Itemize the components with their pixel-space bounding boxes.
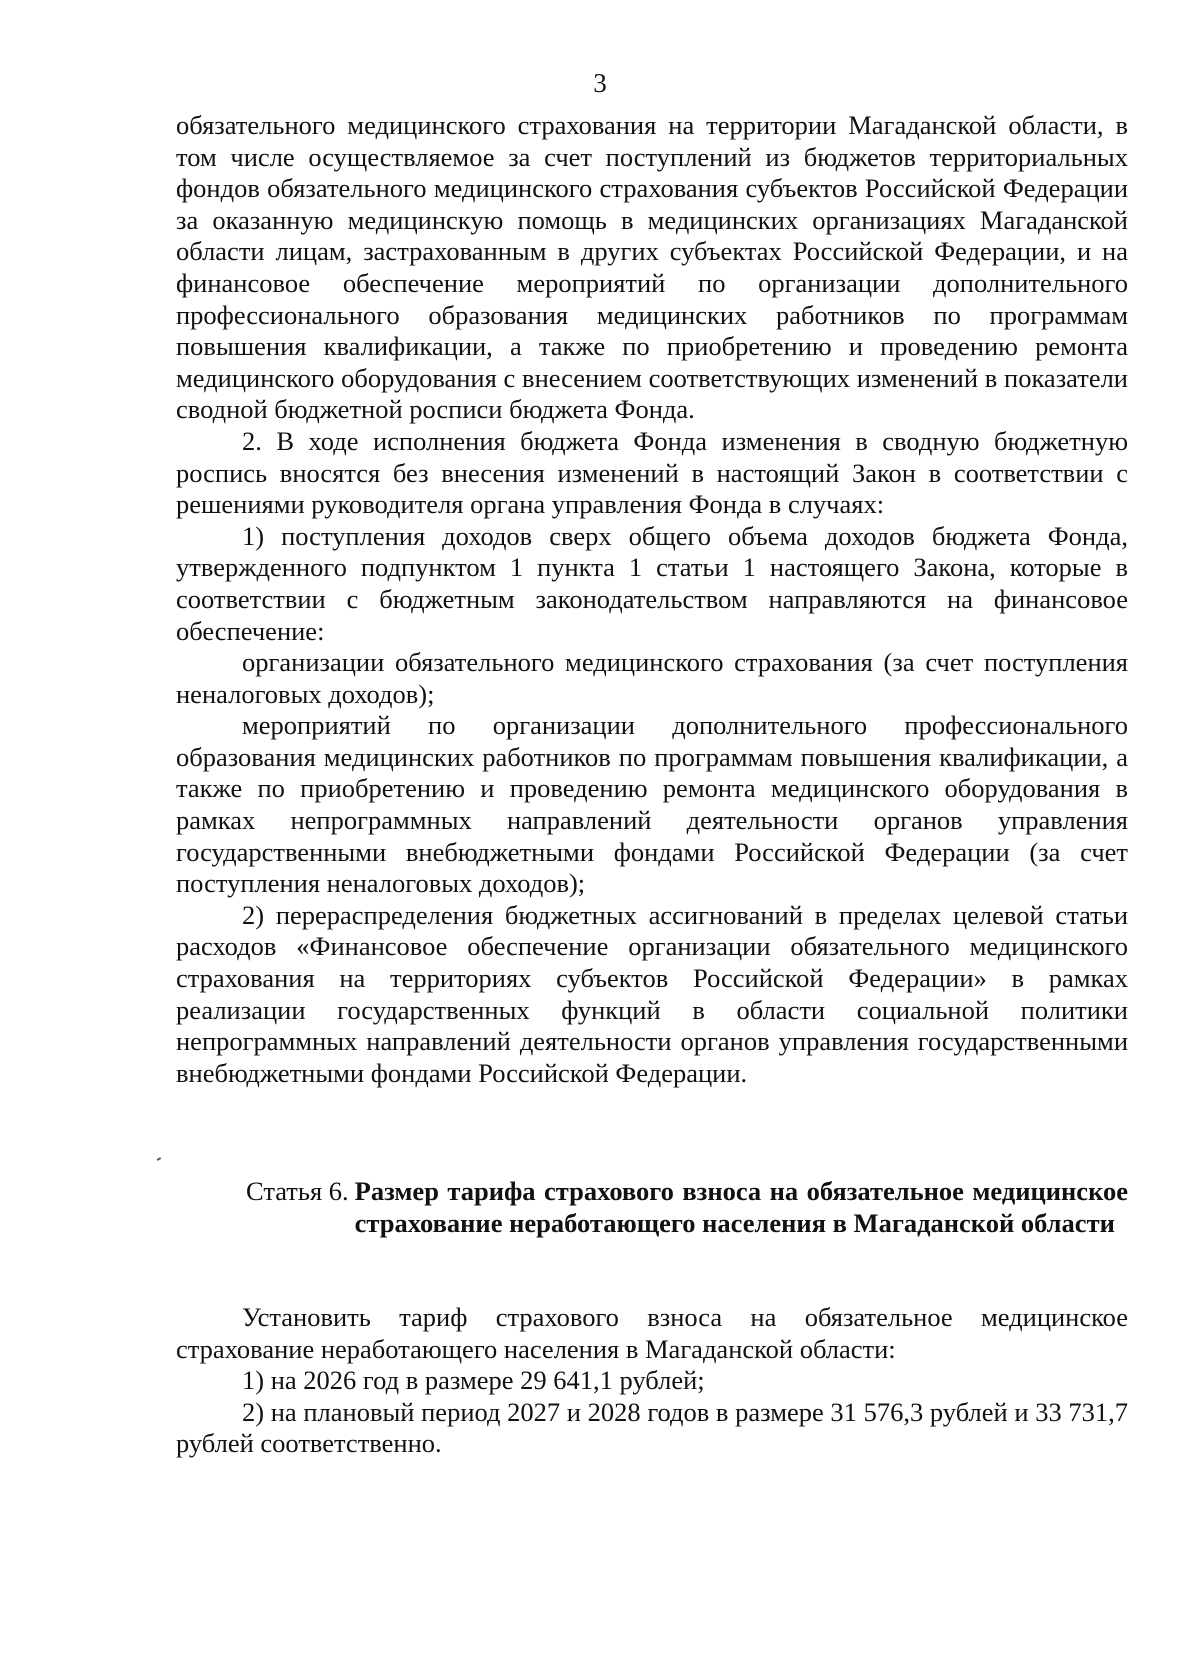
paragraph-subitem-1: 1) поступления доходов сверх общего объема доходов бюджета Фонда, утвержденного подпунктом 1 пункта 1 статьи 1 настоящего Закона, которые в соответствии с бюджетным законодательством направляются на финансовое обеспечение: [176, 520, 1128, 646]
paragraph-subitem-1-b: мероприятий по организации дополнительного профессионального образования медицинских работников по программам повышения квалификации, а также по приобретению и проведению ремонта медицинского оборудования в рамках непрограммных направлений деятельности органов управления государственными внебюджетными фондами Российской Федерации (за счет поступления неналоговых доходов); [176, 710, 1128, 899]
resolution-intro: Установить тариф страхового взноса на обязательное медицинское страхование неработающего населения в Магаданской области: [176, 1302, 1128, 1364]
article-title: Размер тарифа страхового взноса на обязательное медицинское страхование неработающего населения в Магаданской области [354, 1176, 1128, 1238]
article-6-heading [246, 1176, 1128, 1239]
paragraph-item-2: 2. В ходе исполнения бюджета Фонда изменения в сводную бюджетную роспись вносятся без внесения изменений в настоящий Закон в соответствии с решениями руководителя органа управления Фонда в случаях: [176, 425, 1128, 520]
article-5-continuation [176, 110, 1128, 1089]
paragraph-subitem-2: 2) перераспределения бюджетных ассигнований в пределах целевой статьи расходов «Финансовое обеспечение организации обязательного медицинского страхования на территориях субъектов Российской Федерации» в рамках реализации государственных функций в области социальной политики непрограммных направлений деятельности органов управления государственными внебюджетными фондами Российской Федерации. [176, 899, 1128, 1088]
resolution-item-1: 1) на 2026 год в размере 29 641,1 рублей; [242, 1365, 705, 1396]
scan-speck [157, 1157, 161, 1161]
article-number: Статья 6. [246, 1176, 349, 1206]
resolution-item-2: 2) на плановый период 2027 и 2028 годов в размере 31 576,3 рублей и 33 731,7 рублей соответственно. [176, 1396, 1128, 1459]
paragraph-financing-continuation: обязательного медицинского страхования на территории Магаданской области, в том числе осуществляемое за счет поступлений из бюджетов территориальных фондов обязательного медицинского страхования субъектов Российской Федерации за оказанную медицинскую помощь в медицинских организациях Магаданской области лицам, застрахованным в других субъектах Российской Федерации, и на финансовое обеспечение мероприятий по организации дополнительного профессионального образования медицинских работников по программам повышения квалификации, а также по приобретению и проведению ремонта медицинского оборудования с внесением соответствующих изменений в показатели сводной бюджетной росписи бюджета Фонда. [176, 110, 1128, 425]
article-6-body [176, 1302, 1128, 1460]
paragraph-subitem-1-a: организации обязательного медицинского страхования (за счет поступления неналоговых доходов); [176, 647, 1128, 709]
page-number: 3 [593, 68, 607, 98]
